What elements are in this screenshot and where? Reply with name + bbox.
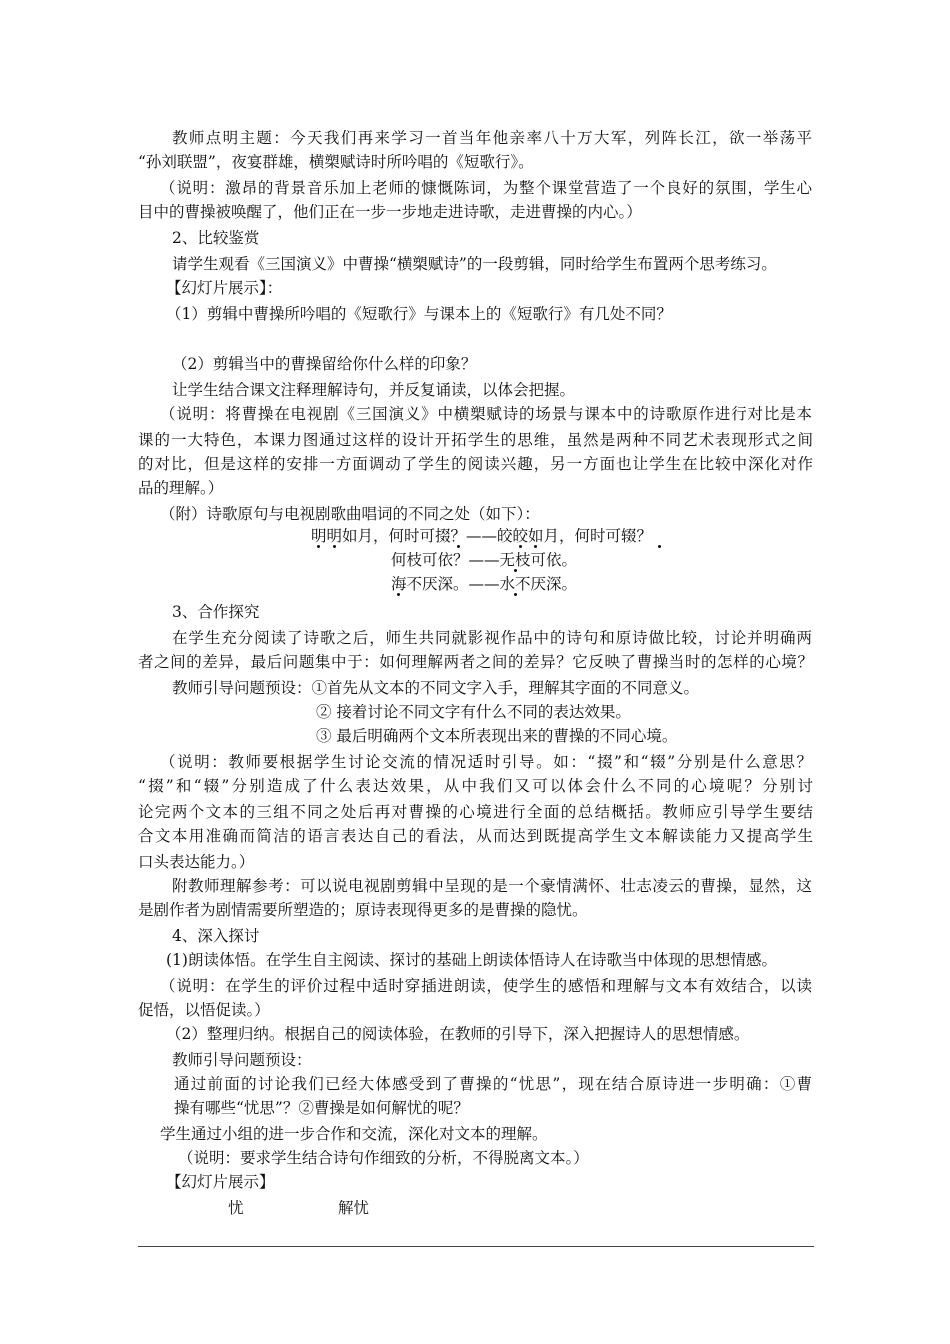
- slide-label: 【幻灯片展示】: [166, 1173, 275, 1191]
- paragraph-line: 让学生结合课文注释理解诗句，并反复诵读，以体会把握。: [172, 381, 576, 399]
- note-line: 课的一大特色，本课力图通过这样的设计开拓学生的思维，虽然是两种不同艺术表现形式之间: [138, 431, 813, 449]
- guide-questions: 教师引导问题预设：: [172, 1051, 312, 1069]
- note-line: “掇”和“辍”分别造成了什么表达效果，从中我们又可以体会什么不同的心境呢？分别讨: [138, 777, 813, 795]
- guide-question-item: ② 接着讨论不同文字有什么不同的表达效果。: [316, 703, 631, 721]
- paragraph-line: 学生通过小组的进一步合作和交流，深化对文本的理解。: [160, 1125, 548, 1143]
- emphasis-dot: [317, 545, 320, 548]
- note-line: 论完两个文本的三组不同之处后再对曹操的心境进行全面的总结概括。教师应引导学生要结: [138, 803, 813, 821]
- paragraph-line: 在学生充分阅读了诗歌之后，师生共同就影视作品中的诗句和原诗做比较，讨论并明确两: [172, 629, 812, 647]
- paragraph-line: 者之间的差异，最后问题集中于：如何理解两者之间的差异？它反映了曹操当时的怎样的心境？: [138, 653, 813, 671]
- paragraph-line: 是剧作者为剧情需要所塑造的；原诗表现得更多的是曹操的隐忧。: [138, 901, 588, 919]
- appendix-heading: （附）诗歌原句与电视剧歌曲唱词的不同之处（如下）：: [160, 505, 540, 523]
- section-heading: 4、深入探讨: [172, 927, 260, 945]
- exercise-item: （1）剪辑中曹操所吟唱的《短歌行》与课本上的《短歌行》有几处不同？: [166, 305, 672, 323]
- emphasis-dot: [397, 593, 400, 596]
- slide-column-relief: 解忧: [338, 1199, 370, 1217]
- paragraph-line: 教师点明主题：今天我们再来学习一首当年他亲率八十万大军，列阵长江，欲一举荡平: [172, 129, 812, 147]
- poem-comparison-line: 海不厌深。——水不厌深。: [391, 575, 578, 593]
- paragraph-line: （2）整理归纳。根据自己的阅读体验，在教师的引导下，深入把握诗人的思想情感。: [166, 1025, 750, 1043]
- note-line: （说明：将曹操在电视剧《三国演义》中横槊赋诗的场景与课本中的诗歌原作进行对比是本: [160, 405, 812, 423]
- section-heading: 3、合作探究: [172, 603, 260, 621]
- slide-label: 【幻灯片展示】：: [166, 279, 283, 297]
- note-line: 目中的曹操被唤醒了，他们正在一步一步地走进诗歌，走进曹操的内心。）: [138, 203, 642, 221]
- paragraph-line: 附教师理解参考：可以说电视剧剪辑中呈现的是一个豪情满怀、壮志凌云的曹操，显然，这: [172, 877, 812, 895]
- note-line: 品的理解。）: [138, 479, 224, 497]
- emphasis-dot: [514, 593, 517, 596]
- poem-comparison-line: 明明如月，何时可掇？——皎皎如月，何时可辍？: [311, 527, 653, 545]
- paragraph-line: 请学生观看《三国演义》中曹操“横槊赋诗”的一段剪辑，同时给学生布置两个思考练习。: [172, 255, 777, 273]
- note-line: 的对比，但是这样的安排一方面调动了学生的阅读兴趣，另一方面也让学生在比较中深化对作: [138, 455, 813, 473]
- note-line: 口头表达能力。）: [138, 853, 255, 871]
- poem-comparison-line: 何枝可依？——无枝可依。: [391, 551, 578, 569]
- note-line: （说明：教师要根据学生讨论交流的情况适时引导。如：“掇”和“辍”分别是什么意思？: [160, 753, 812, 771]
- note-line: 促悟，以悟促读。）: [138, 1001, 270, 1019]
- emphasis-dots: [391, 593, 591, 601]
- note-line: （说明：在学生的评价过程中适时穿插进朗读，使学生的感悟和理解与文本有效结合，以读: [160, 977, 812, 995]
- note-line: （说明：要求学生结合诗句作细致的分析，不得脱离文本。）: [178, 1149, 589, 1167]
- guide-questions: 教师引导问题预设：①首先从文本的不同文字入手，理解其字面的不同意义。: [172, 679, 700, 697]
- paragraph-line: “孙刘联盟”，夜宴群雄，横槊赋诗时所吟唱的《短歌行》。: [138, 153, 534, 171]
- note-line: （说明：激昂的背景音乐加上老师的慷慨陈词，为整个课堂营造了一个良好的氛围，学生心: [160, 179, 812, 197]
- footer-divider: [138, 1246, 814, 1247]
- paragraph-line: 通过前面的讨论我们已经大体感受到了曹操的“忧思”，现在结合原诗进一步明确：①曹: [174, 1075, 812, 1093]
- paragraph-line: 操有哪些“忧思”？②曹操是如何解忧的呢？: [174, 1099, 469, 1117]
- emphasis-dot: [333, 545, 336, 548]
- section-heading: 2、比较鉴赏: [172, 229, 260, 247]
- emphasis-dot: [658, 545, 661, 548]
- guide-question-item: ③ 最后明确两个文本所表现出来的曹操的不同心境。: [316, 727, 678, 745]
- slide-column-worry: 忧: [228, 1199, 244, 1217]
- note-line: 合文本用准确而简洁的语言表达自己的看法，从而达到既提高学生文本解读能力又提高学生: [138, 827, 813, 845]
- paragraph-line: (1)朗读体悟。在学生自主阅读、探讨的基础上朗读体悟诗人在诗歌当中体现的思想情感。: [166, 951, 777, 969]
- exercise-item: （2）剪辑当中的曹操留给你什么样的印象？: [172, 355, 477, 373]
